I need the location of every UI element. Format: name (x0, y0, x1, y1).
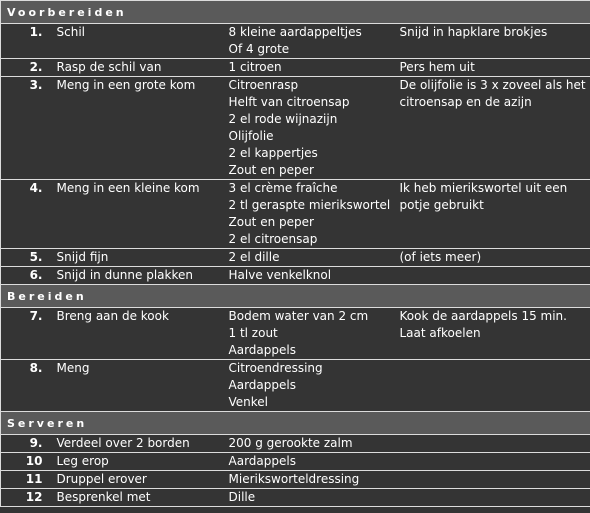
section-title: Serveren (1, 412, 590, 435)
ingredient-line: 2 el dille (228, 250, 280, 264)
step-notes (396, 489, 590, 507)
step-ingredients (225, 435, 396, 453)
ingredient-line: Aardappels (228, 343, 296, 357)
section-header-row (1, 285, 590, 308)
ingredient-line: 2 tl geraspte mierikswortel (228, 198, 391, 212)
step-row (1, 249, 590, 267)
step-row (1, 180, 590, 249)
step-action: Snijd in dunne plakken (51, 267, 225, 285)
ingredient-line: Citroenrasp (228, 78, 299, 92)
ingredient-line: Olijfolie (228, 129, 274, 143)
step-action: Meng in een kleine kom (51, 180, 225, 249)
ingredient-line: Venkel (228, 395, 269, 409)
step-number: 3. (1, 77, 51, 180)
step-notes (396, 453, 590, 471)
step-ingredients (225, 24, 396, 59)
ingredient-line: 200 g gerookte zalm (228, 436, 353, 450)
section-header-row (1, 412, 590, 435)
step-number: 11 (1, 471, 51, 489)
step-ingredients (225, 453, 396, 471)
note-line: Laat afkoelen (399, 326, 481, 340)
step-row (1, 360, 590, 412)
ingredient-line: Aardappels (228, 454, 296, 468)
ingredient-line: Aardappels (228, 378, 296, 392)
step-action: Besprenkel met (51, 489, 225, 507)
ingredient-line: Zout en peper (228, 215, 314, 229)
step-ingredients (225, 471, 396, 489)
step-row (1, 489, 590, 507)
section-title: Voorbereiden (1, 1, 590, 24)
note-line: Ik heb mierikswortel uit een (399, 181, 568, 195)
step-ingredients (225, 180, 396, 249)
step-action: Snijd fijn (51, 249, 225, 267)
note-line: (of iets meer) (399, 250, 482, 264)
ingredient-line: 2 el kappertjes (228, 146, 318, 160)
step-notes (396, 180, 590, 249)
step-notes (396, 360, 590, 412)
step-action: Leg erop (51, 453, 225, 471)
section-header-row (1, 1, 590, 24)
step-row (1, 24, 590, 59)
step-ingredients (225, 249, 396, 267)
step-action: Meng in een grote kom (51, 77, 225, 180)
ingredient-line: 2 el citroensap (228, 232, 318, 246)
step-action: Verdeel over 2 borden (51, 435, 225, 453)
step-number: 4. (1, 180, 51, 249)
ingredient-line: Helft van citroensap (228, 95, 350, 109)
step-row (1, 267, 590, 285)
ingredient-line: 2 el rode wijnazijn (228, 112, 338, 126)
step-ingredients (225, 77, 396, 180)
note-line: De olijfolie is 3 x zoveel als het (399, 78, 586, 92)
step-notes (396, 59, 590, 77)
note-line: Kook de aardappels 15 min. (399, 309, 567, 323)
ingredient-line: 3 el crème fraîche (228, 181, 338, 195)
step-notes (396, 267, 590, 285)
step-number: 9. (1, 435, 51, 453)
section-title: Bereiden (1, 285, 590, 308)
step-number: 2. (1, 59, 51, 77)
step-ingredients (225, 308, 396, 360)
step-row (1, 435, 590, 453)
step-notes (396, 24, 590, 59)
ingredient-line: Zout en peper (228, 163, 314, 177)
ingredient-line: 1 citroen (228, 60, 282, 74)
step-row (1, 308, 590, 360)
step-notes (396, 471, 590, 489)
note-line: citroensap en de azijn (399, 95, 532, 109)
step-notes (396, 435, 590, 453)
step-action: Rasp de schil van (51, 59, 225, 77)
step-action: Druppel erover (51, 471, 225, 489)
step-number: 5. (1, 249, 51, 267)
step-ingredients (225, 59, 396, 77)
ingredient-line: Bodem water van 2 cm (228, 309, 369, 323)
note-line: Pers hem uit (399, 60, 475, 74)
ingredient-line: Dille (228, 490, 256, 504)
step-row (1, 471, 590, 489)
step-ingredients (225, 267, 396, 285)
step-number: 8. (1, 360, 51, 412)
step-number: 1. (1, 24, 51, 59)
step-number: 6. (1, 267, 51, 285)
step-notes (396, 249, 590, 267)
step-notes (396, 308, 590, 360)
note-line: potje gebruikt (399, 198, 484, 212)
step-row (1, 77, 590, 180)
step-number: 10 (1, 453, 51, 471)
ingredient-line: Citroendressing (228, 361, 323, 375)
ingredient-line: Mieriksworteldressing (228, 472, 360, 486)
step-action: Meng (51, 360, 225, 412)
step-ingredients (225, 489, 396, 507)
step-action: Schil (51, 24, 225, 59)
ingredient-line: Of 4 grote (228, 42, 290, 56)
step-action: Breng aan de kook (51, 308, 225, 360)
note-line: Snijd in hapklare brokjes (399, 25, 548, 39)
step-number: 7. (1, 308, 51, 360)
ingredient-line: 1 tl zout (228, 326, 278, 340)
ingredient-line: 8 kleine aardappeltjes (228, 25, 362, 39)
step-row (1, 453, 590, 471)
step-row (1, 59, 590, 77)
ingredient-line: Halve venkelknol (228, 268, 332, 282)
step-notes (396, 77, 590, 180)
step-ingredients (225, 360, 396, 412)
step-number: 12 (1, 489, 51, 507)
